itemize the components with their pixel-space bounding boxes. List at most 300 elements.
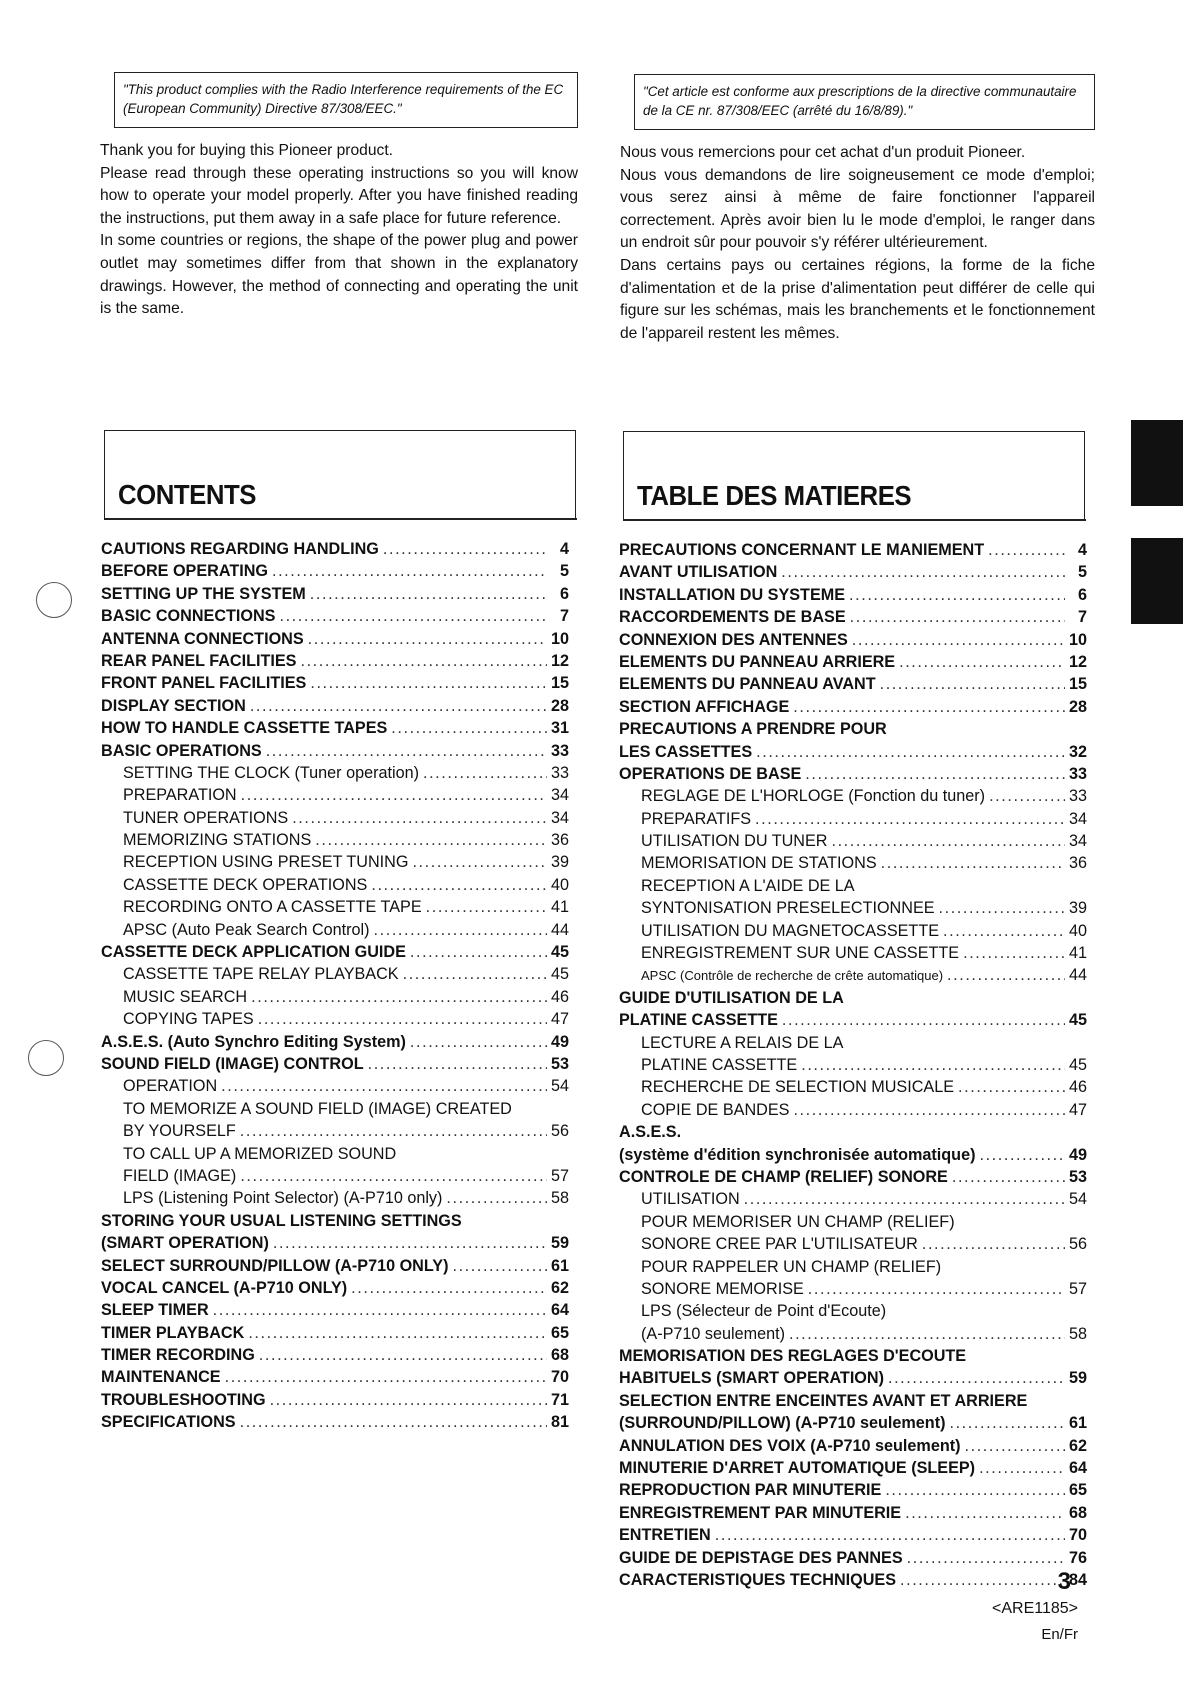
toc-entry <box>619 631 1087 653</box>
toc-entry-title: ELEMENTS DU PANNEAU ARRIERE <box>619 652 896 671</box>
dot-leader <box>979 1459 1065 1478</box>
toc-entry-title: DISPLAY SECTION <box>101 696 246 715</box>
toc-entry-title: ENTRETIEN <box>619 1526 711 1545</box>
toc-entry-title: UTILISATION DU MAGNETOCASSETTE <box>641 921 940 940</box>
dot-leader <box>852 631 1065 650</box>
toc-entry-title: PRECAUTIONS A PRENDRE POUR <box>619 720 887 739</box>
dot-leader <box>922 1235 1065 1254</box>
toc-entry-title: MEMORISATION DE STATIONS <box>641 854 877 873</box>
toc-entry-title: SOUND FIELD (IMAGE) CONTROL <box>101 1054 364 1073</box>
intro-paragraph: Thank you for buying this Pioneer product. <box>100 142 393 159</box>
toc-entry-page: 57 <box>1068 1279 1087 1298</box>
toc-entry-title: RECORDING ONTO A CASSETTE TAPE <box>123 898 422 917</box>
dot-leader <box>248 1324 547 1343</box>
dot-leader <box>383 540 547 559</box>
toc-entry-title: CONNEXION DES ANTENNES <box>619 630 848 649</box>
toc-entry-title: PLATINE CASSETTE <box>641 1055 798 1074</box>
dot-leader <box>266 742 547 761</box>
toc-entry-page: 33 <box>550 741 569 760</box>
toc-entry-title: (A-P710 seulement) <box>641 1324 785 1343</box>
toc-entry-page: 65 <box>550 1323 569 1342</box>
toc-entry <box>101 1391 569 1413</box>
toc-entry-title: MEMORISATION DES REGLAGES D'ECOUTE <box>619 1347 967 1366</box>
dot-leader <box>292 809 547 828</box>
toc-entry-title: SELECT SURROUND/PILLOW (A-P710 ONLY) <box>101 1256 449 1275</box>
dot-leader <box>880 675 1065 694</box>
toc-entry-title: SLEEP TIMER <box>101 1301 209 1320</box>
dot-leader <box>949 1414 1065 1433</box>
toc-entry-title: BASIC OPERATIONS <box>101 741 262 760</box>
toc-entry <box>101 965 569 987</box>
dot-leader <box>412 853 547 872</box>
toc-entry-page: 36 <box>550 831 569 850</box>
dot-leader <box>410 1033 547 1052</box>
dot-leader <box>452 1257 547 1276</box>
toc-entry <box>101 630 569 652</box>
dot-leader <box>410 943 547 962</box>
toc-entry <box>619 1034 1087 1056</box>
french-column <box>620 74 1095 345</box>
toc-entry-page: 47 <box>1068 1100 1087 1119</box>
toc-entry-page: 84 <box>1068 1570 1087 1589</box>
intro-paragraph: Dans certains pays ou certaines régions, la forme de la fiche d'alimentation et de la prise d'alimentation peut différer de celle qui figure sur les schémas, mais les branchements et le fonctionnement de l'appareil restent les mêmes. <box>620 256 1095 342</box>
toc-entry <box>619 1414 1087 1436</box>
toc-entry <box>101 1167 569 1189</box>
dot-leader <box>225 1368 547 1387</box>
toc-entry <box>101 1077 569 1099</box>
toc-entry <box>101 1279 569 1301</box>
ec-compliance-notice: "This product complies with the Radio Interference requirements of the EC (European Community) Directive 87/308/EEC." <box>114 72 578 128</box>
toc-entry <box>619 1078 1087 1100</box>
toc-entry-title: A.S.E.S. <box>619 1123 682 1142</box>
toc-entry-title: BEFORE OPERATING <box>101 562 268 581</box>
toc-entry <box>619 1190 1087 1212</box>
dot-leader <box>251 988 547 1007</box>
toc-entry <box>101 831 569 853</box>
toc-entry <box>619 944 1087 966</box>
table-des-matieres-list <box>619 541 1087 1593</box>
toc-entry-title: GUIDE DE DEPISTAGE DES PANNES <box>619 1548 903 1567</box>
toc-entry-title: TIMER PLAYBACK <box>101 1323 245 1342</box>
toc-entry <box>101 1189 569 1211</box>
dot-leader <box>240 1167 547 1186</box>
toc-entry-title: SELECTION ENTRE ENCEINTES AVANT ET ARRIERE <box>619 1391 1028 1410</box>
section-tab-marker <box>1131 538 1183 624</box>
toc-entry <box>101 540 569 562</box>
dot-leader <box>789 1325 1065 1344</box>
toc-entry-title: RECEPTION A L'AIDE DE LA <box>641 876 855 895</box>
dot-leader <box>371 876 547 895</box>
toc-entry <box>619 1437 1087 1459</box>
dot-leader <box>755 810 1065 829</box>
dot-leader <box>315 831 547 850</box>
toc-entry-title: LECTURE A RELAIS DE LA <box>641 1033 844 1052</box>
toc-entry <box>619 1481 1087 1503</box>
toc-entry-page: 46 <box>1068 1078 1087 1097</box>
toc-entry-page: 33 <box>1068 764 1087 783</box>
document-code: <ARE1185> <box>992 1600 1078 1617</box>
toc-entry-title: PREPARATIFS <box>641 809 752 828</box>
toc-entry <box>619 1056 1087 1078</box>
dot-leader <box>888 1369 1065 1388</box>
toc-entry-title: MINUTERIE D'ARRET AUTOMATIQUE (SLEEP) <box>619 1459 976 1478</box>
toc-entry <box>101 742 569 764</box>
dot-leader <box>979 1146 1065 1165</box>
toc-entry <box>101 1145 569 1167</box>
toc-entry <box>619 675 1087 697</box>
toc-entry <box>101 1055 569 1077</box>
dot-leader <box>300 652 547 671</box>
toc-entry-page: 10 <box>550 629 569 648</box>
toc-entry <box>101 921 569 943</box>
toc-entry-page: 53 <box>1068 1167 1087 1186</box>
toc-entry-page: 65 <box>1068 1481 1087 1500</box>
toc-entry-title: REGLAGE DE L'HORLOGE (Fonction du tuner) <box>641 787 986 806</box>
dot-leader <box>240 1122 547 1141</box>
toc-entry-title: CAUTIONS REGARDING HANDLING <box>101 540 379 558</box>
dot-leader <box>744 1190 1065 1209</box>
toc-entry <box>101 1122 569 1144</box>
toc-entry <box>619 1258 1087 1280</box>
toc-entry-title: PREPARATION <box>123 786 237 805</box>
toc-entry-title: COPIE DE BANDES <box>641 1100 790 1119</box>
toc-entry-title: REPRODUCTION PAR MINUTERIE <box>619 1481 882 1500</box>
toc-entry-title: REAR PANEL FACILITIES <box>101 651 297 670</box>
toc-entry-title: (SMART OPERATION) <box>101 1234 269 1253</box>
toc-entry-page: 47 <box>550 1010 569 1029</box>
toc-entry <box>619 1325 1087 1347</box>
dot-leader <box>808 1280 1065 1299</box>
dot-leader <box>881 854 1065 873</box>
toc-entry-page: 6 <box>1077 585 1087 604</box>
toc-entry <box>619 966 1087 988</box>
dot-leader <box>279 607 547 626</box>
toc-entry-title: POUR RAPPELER UN CHAMP (RELIEF) <box>641 1257 942 1276</box>
toc-entry-title: VOCAL CANCEL (A-P710 ONLY) <box>101 1278 348 1297</box>
dot-leader <box>850 608 1065 627</box>
binder-hole <box>28 1040 64 1076</box>
toc-entry <box>619 1369 1087 1391</box>
toc-entry-title: RACCORDEMENTS DE BASE <box>619 608 846 627</box>
dot-leader <box>446 1189 547 1208</box>
toc-entry <box>619 1571 1087 1593</box>
toc-entry <box>619 1280 1087 1302</box>
toc-entry <box>101 898 569 920</box>
toc-entry-title: APSC (Auto Peak Search Control) <box>123 920 370 939</box>
toc-entry-page: 40 <box>550 875 569 894</box>
toc-entry-page: 45 <box>550 943 569 962</box>
toc-entry-title: TIMER RECORDING <box>101 1346 255 1365</box>
dot-leader <box>241 786 547 805</box>
intro-paragraph: Nous vous demandons de lire soigneusement ce mode d'emploi; vous serez ainsi à même de faire fonctionner l'appareil correctement. Après avoir bien lu le mode d'emploi, le ranger dans un endroit sûr pour pouvoir s'y référer ultérieurement. <box>620 166 1095 252</box>
toc-entry-title: TROUBLESHOOTING <box>101 1390 266 1409</box>
toc-entry-title: RECHERCHE DE SELECTION MUSICALE <box>641 1078 955 1097</box>
toc-entry-title: SYNTONISATION PRESELECTIONNEE <box>641 899 935 918</box>
dot-leader <box>250 697 547 716</box>
toc-entry-title: TO CALL UP A MEMORIZED SOUND <box>123 1144 397 1163</box>
toc-entry <box>101 1212 569 1234</box>
toc-entry-page: 33 <box>1068 787 1087 806</box>
toc-entry-page: 61 <box>550 1256 569 1275</box>
toc-entry-page: 10 <box>1068 630 1087 649</box>
dot-leader <box>423 764 547 783</box>
intro-text <box>620 142 1095 345</box>
dot-leader <box>831 832 1065 851</box>
toc-entry <box>619 922 1087 944</box>
toc-entry-page: 4 <box>559 540 569 558</box>
dot-leader <box>899 653 1065 672</box>
toc-entry <box>619 1235 1087 1257</box>
toc-entry-title: OPERATIONS DE BASE <box>619 764 802 783</box>
toc-entry <box>101 988 569 1010</box>
toc-entry-title: STORING YOUR USUAL LISTENING SETTINGS <box>101 1211 462 1230</box>
toc-entry <box>619 787 1087 809</box>
intro-text <box>100 140 578 321</box>
toc-entry-title: TUNER OPERATIONS <box>123 808 289 827</box>
toc-entry <box>101 1413 569 1435</box>
binder-hole <box>36 582 72 618</box>
toc-entry-page: 41 <box>550 898 569 917</box>
toc-entry-title: POUR MEMORISER UN CHAMP (RELIEF) <box>641 1212 955 1231</box>
dot-leader <box>781 563 1065 582</box>
toc-entry-page: 39 <box>550 853 569 872</box>
toc-entry-title: SETTING UP THE SYSTEM <box>101 584 306 603</box>
toc-entry-title: (système d'édition synchronisée automatique) <box>619 1145 976 1164</box>
toc-entry-title: SONORE CREE PAR L'UTILISATEUR <box>641 1235 918 1254</box>
toc-entry <box>619 832 1087 854</box>
toc-entry <box>101 876 569 898</box>
dot-leader <box>391 719 547 738</box>
toc-entry-title: UTILISATION DU TUNER <box>641 832 828 851</box>
toc-entry <box>101 1346 569 1368</box>
toc-entry <box>619 1302 1087 1324</box>
dot-leader <box>221 1077 547 1096</box>
toc-entry <box>101 719 569 741</box>
toc-entry-title: OPERATION <box>123 1077 218 1096</box>
toc-entry-page: 49 <box>550 1032 569 1051</box>
toc-entry <box>101 697 569 719</box>
toc-entry-page: 34 <box>1068 809 1087 828</box>
table-des-matieres-title: TABLE DES MATIERES <box>637 480 912 511</box>
toc-entry <box>101 853 569 875</box>
language-code: En/Fr <box>1041 1626 1078 1643</box>
toc-entry <box>619 608 1087 630</box>
toc-entry <box>619 1347 1087 1369</box>
table-des-matieres-heading-box <box>623 431 1085 520</box>
page-number: 3 <box>1057 1568 1071 1595</box>
toc-entry-title: ENREGISTREMENT PAR MINUTERIE <box>619 1503 902 1522</box>
toc-entry-page: 70 <box>550 1368 569 1387</box>
toc-entry <box>101 1257 569 1279</box>
contents-heading-box <box>104 430 576 519</box>
toc-entry-page: 12 <box>1068 652 1087 671</box>
dot-leader <box>793 1101 1065 1120</box>
toc-entry <box>619 854 1087 876</box>
toc-entry-title: FIELD (IMAGE) <box>123 1166 237 1185</box>
toc-entry-page: 7 <box>1077 608 1087 627</box>
toc-entry-page: 53 <box>550 1054 569 1073</box>
dot-leader <box>258 1010 547 1029</box>
toc-entry <box>101 1234 569 1256</box>
toc-entry <box>619 877 1087 899</box>
toc-entry <box>619 1504 1087 1526</box>
toc-entry <box>101 1368 569 1390</box>
toc-entry-title: SECTION AFFICHAGE <box>619 697 790 716</box>
toc-entry-page: 68 <box>1068 1503 1087 1522</box>
dot-leader <box>793 698 1065 717</box>
toc-entry <box>619 1459 1087 1481</box>
toc-entry-page: 59 <box>550 1234 569 1253</box>
toc-entry <box>101 764 569 786</box>
dot-leader <box>782 1011 1065 1030</box>
dot-leader <box>270 1391 547 1410</box>
toc-entry-page: 45 <box>1068 1055 1087 1074</box>
toc-entry <box>619 765 1087 787</box>
toc-entry-page: 62 <box>1068 1436 1087 1455</box>
dot-leader <box>988 541 1065 560</box>
dot-leader <box>310 674 547 693</box>
toc-entry-page: 32 <box>1068 742 1087 761</box>
toc-entry-page: 70 <box>1068 1526 1087 1545</box>
section-tab-marker <box>1131 420 1183 506</box>
toc-entry <box>101 1033 569 1055</box>
toc-entry-page: 34 <box>550 786 569 805</box>
dot-leader <box>849 586 1065 605</box>
toc-entry-page: 54 <box>550 1077 569 1096</box>
dot-leader <box>351 1279 547 1298</box>
toc-entry-page: 64 <box>1068 1459 1087 1478</box>
toc-entry-title: SONORE MEMORISE <box>641 1279 804 1298</box>
toc-entry-title: CASSETTE DECK APPLICATION GUIDE <box>101 943 406 962</box>
toc-entry-title: CARACTERISTIQUES TECHNIQUES <box>619 1570 897 1589</box>
toc-entry <box>101 809 569 831</box>
dot-leader <box>943 922 1065 941</box>
toc-entry <box>101 1301 569 1323</box>
dot-leader <box>952 1168 1065 1187</box>
toc-entry-page: 34 <box>1068 832 1087 851</box>
heading-divider <box>623 519 1086 521</box>
toc-entry-page: 12 <box>550 651 569 670</box>
dot-leader <box>900 1571 1065 1590</box>
dot-leader <box>426 898 547 917</box>
toc-entry-title: BASIC CONNECTIONS <box>101 607 276 626</box>
toc-entry <box>619 810 1087 832</box>
toc-entry <box>101 607 569 629</box>
toc-entry-page: 34 <box>550 808 569 827</box>
toc-entry-page: 41 <box>1068 944 1087 963</box>
dot-leader <box>801 1056 1065 1075</box>
toc-entry-title: CONTROLE DE CHAMP (RELIEF) SONORE <box>619 1167 948 1186</box>
toc-entry-title: COPYING TAPES <box>123 1010 254 1029</box>
toc-entry-page: 7 <box>559 607 569 626</box>
dot-leader <box>805 765 1065 784</box>
toc-entry-page: 58 <box>1068 1324 1087 1343</box>
toc-entry-page: 40 <box>1068 921 1087 940</box>
toc-entry <box>619 698 1087 720</box>
toc-entry-page: 28 <box>550 696 569 715</box>
toc-entry-page: 5 <box>1077 563 1087 582</box>
toc-entry-page: 15 <box>1068 675 1087 694</box>
dot-leader <box>403 965 547 984</box>
toc-entry-page: 45 <box>550 965 569 984</box>
dot-leader <box>259 1346 547 1365</box>
dot-leader <box>963 944 1065 963</box>
toc-entry-page: 58 <box>550 1189 569 1208</box>
toc-entry-title: SETTING THE CLOCK (Tuner operation) <box>123 763 419 782</box>
toc-entry-page: 59 <box>1068 1369 1087 1388</box>
toc-entry-title: ANNULATION DES VOIX (A-P710 seulement) <box>619 1436 961 1455</box>
intro-paragraph: In some countries or regions, the shape of the power plug and power outlet may sometimes differ from that shown in the explanatory drawings. However, the method of connecting and operating the unit is the same. <box>100 232 578 318</box>
toc-entry-page: 44 <box>550 920 569 939</box>
toc-entry-title: APSC (Contrôle de recherche de crête automatique) <box>641 968 944 984</box>
toc-entry-page: 31 <box>550 719 569 738</box>
toc-entry <box>619 1011 1087 1033</box>
toc-entry <box>619 1526 1087 1548</box>
toc-entry-title: AVANT UTILISATION <box>619 563 778 582</box>
dot-leader <box>939 899 1065 918</box>
toc-entry-page: 68 <box>550 1346 569 1365</box>
toc-entry-title: TO MEMORIZE A SOUND FIELD (IMAGE) CREATED <box>123 1099 512 1118</box>
toc-entry <box>101 1100 569 1122</box>
ec-compliance-notice: "Cet article est conforme aux prescriptions de la directive communautaire de la CE nr. 87/308/EEC (arrêté du 16/8/89)." <box>634 74 1095 130</box>
toc-entry-title: UTILISATION <box>641 1190 740 1209</box>
toc-entry <box>101 562 569 584</box>
toc-entry-page: 33 <box>550 763 569 782</box>
toc-entry <box>619 541 1087 563</box>
toc-entry-page: 49 <box>1068 1145 1087 1164</box>
contents-title: CONTENTS <box>118 479 256 510</box>
toc-entry-title: GUIDE D'UTILISATION DE LA <box>619 988 844 1007</box>
toc-entry <box>101 943 569 965</box>
dot-leader <box>308 630 547 649</box>
heading-divider <box>104 518 577 520</box>
toc-entry-page: 56 <box>550 1122 569 1141</box>
toc-entry-title: FRONT PANEL FACILITIES <box>101 674 307 693</box>
toc-entry <box>619 1392 1087 1414</box>
english-column <box>100 72 578 321</box>
toc-entry <box>619 1123 1087 1145</box>
toc-entry-title: CASSETTE DECK OPERATIONS <box>123 875 368 894</box>
toc-entry-page: 4 <box>1077 541 1087 559</box>
toc-entry <box>619 1101 1087 1123</box>
toc-entry-page: 57 <box>550 1166 569 1185</box>
toc-entry <box>101 652 569 674</box>
toc-entry-title: RECEPTION USING PRESET TUNING <box>123 853 409 872</box>
toc-entry-title: MUSIC SEARCH <box>123 987 248 1006</box>
dot-leader <box>368 1055 547 1074</box>
toc-entry-title: MAINTENANCE <box>101 1368 221 1387</box>
toc-entry-title: ANTENNA CONNECTIONS <box>101 629 304 648</box>
dot-leader <box>240 1413 547 1432</box>
dot-leader <box>273 1234 547 1253</box>
dot-leader <box>947 966 1065 985</box>
toc-entry-title: LES CASSETTES <box>619 742 753 761</box>
toc-entry-page: 54 <box>1068 1190 1087 1209</box>
toc-entry <box>619 1146 1087 1168</box>
toc-entry-page: 56 <box>1068 1235 1087 1254</box>
toc-entry-page: 28 <box>1068 697 1087 716</box>
toc-entry-page: 71 <box>550 1390 569 1409</box>
dot-leader <box>272 562 547 581</box>
toc-entry-title: CASSETTE TAPE RELAY PLAYBACK <box>123 965 399 984</box>
dot-leader <box>310 585 547 604</box>
toc-entry-page: 46 <box>550 987 569 1006</box>
toc-entry-title: PLATINE CASSETTE <box>619 1011 778 1030</box>
toc-entry <box>619 563 1087 585</box>
dot-leader <box>715 1526 1065 1545</box>
toc-entry <box>619 1549 1087 1571</box>
toc-entry <box>101 1010 569 1032</box>
